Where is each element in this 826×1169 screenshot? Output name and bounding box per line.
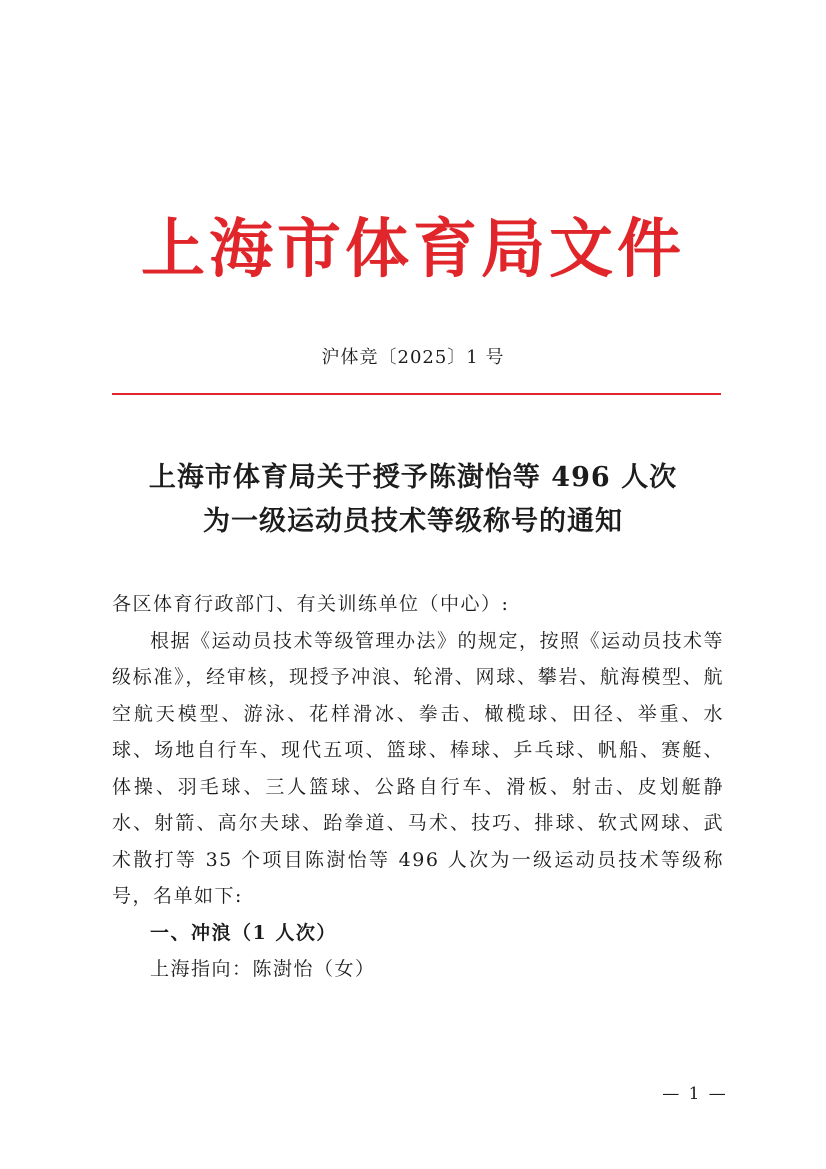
red-divider	[112, 393, 721, 395]
salutation: 各区体育行政部门、有关训练单位（中心）:	[112, 593, 510, 615]
notice-title-line-2: 为一级运动员技术等级称号的通知	[203, 506, 623, 537]
notice-title	[0, 456, 826, 544]
section-heading-surfing: 一、冲浪（1 人次）	[150, 921, 337, 944]
body-paragraph: 根据《运动员技术等级管理办法》的规定，按照《运动员技术等级标准》，经审核，现授予冲浪、轮滑、网球、攀岩、航海模型、航空航天模型、游泳、花样滑冰、拳击、橄榄球、田径、举重、水球、场地自行车、现代五项、篮球、棒球、乒乓球、帆船、赛艇、体操、羽毛球、三人篮球、公路自行车、滑板、射击、皮划艇静水、射箭、高尔夫球、跆拳道、马术、技巧、排球、软式网球、武术散打等 35 个项目陈澍怡等 496 人次为一级运动员技术等级称号，名单如下:	[112, 629, 725, 907]
notice-body	[112, 586, 724, 988]
athlete-entry: 上海指向：陈澍怡（女）	[150, 958, 376, 980]
masthead: 上海市体育局文件	[141, 212, 685, 287]
notice-title-line-1: 上海市体育局关于授予陈澍怡等 496 人次	[148, 462, 678, 493]
page-number: — 1 —	[662, 1084, 728, 1104]
document-number: 沪体竞〔2025〕1 号	[321, 347, 505, 368]
